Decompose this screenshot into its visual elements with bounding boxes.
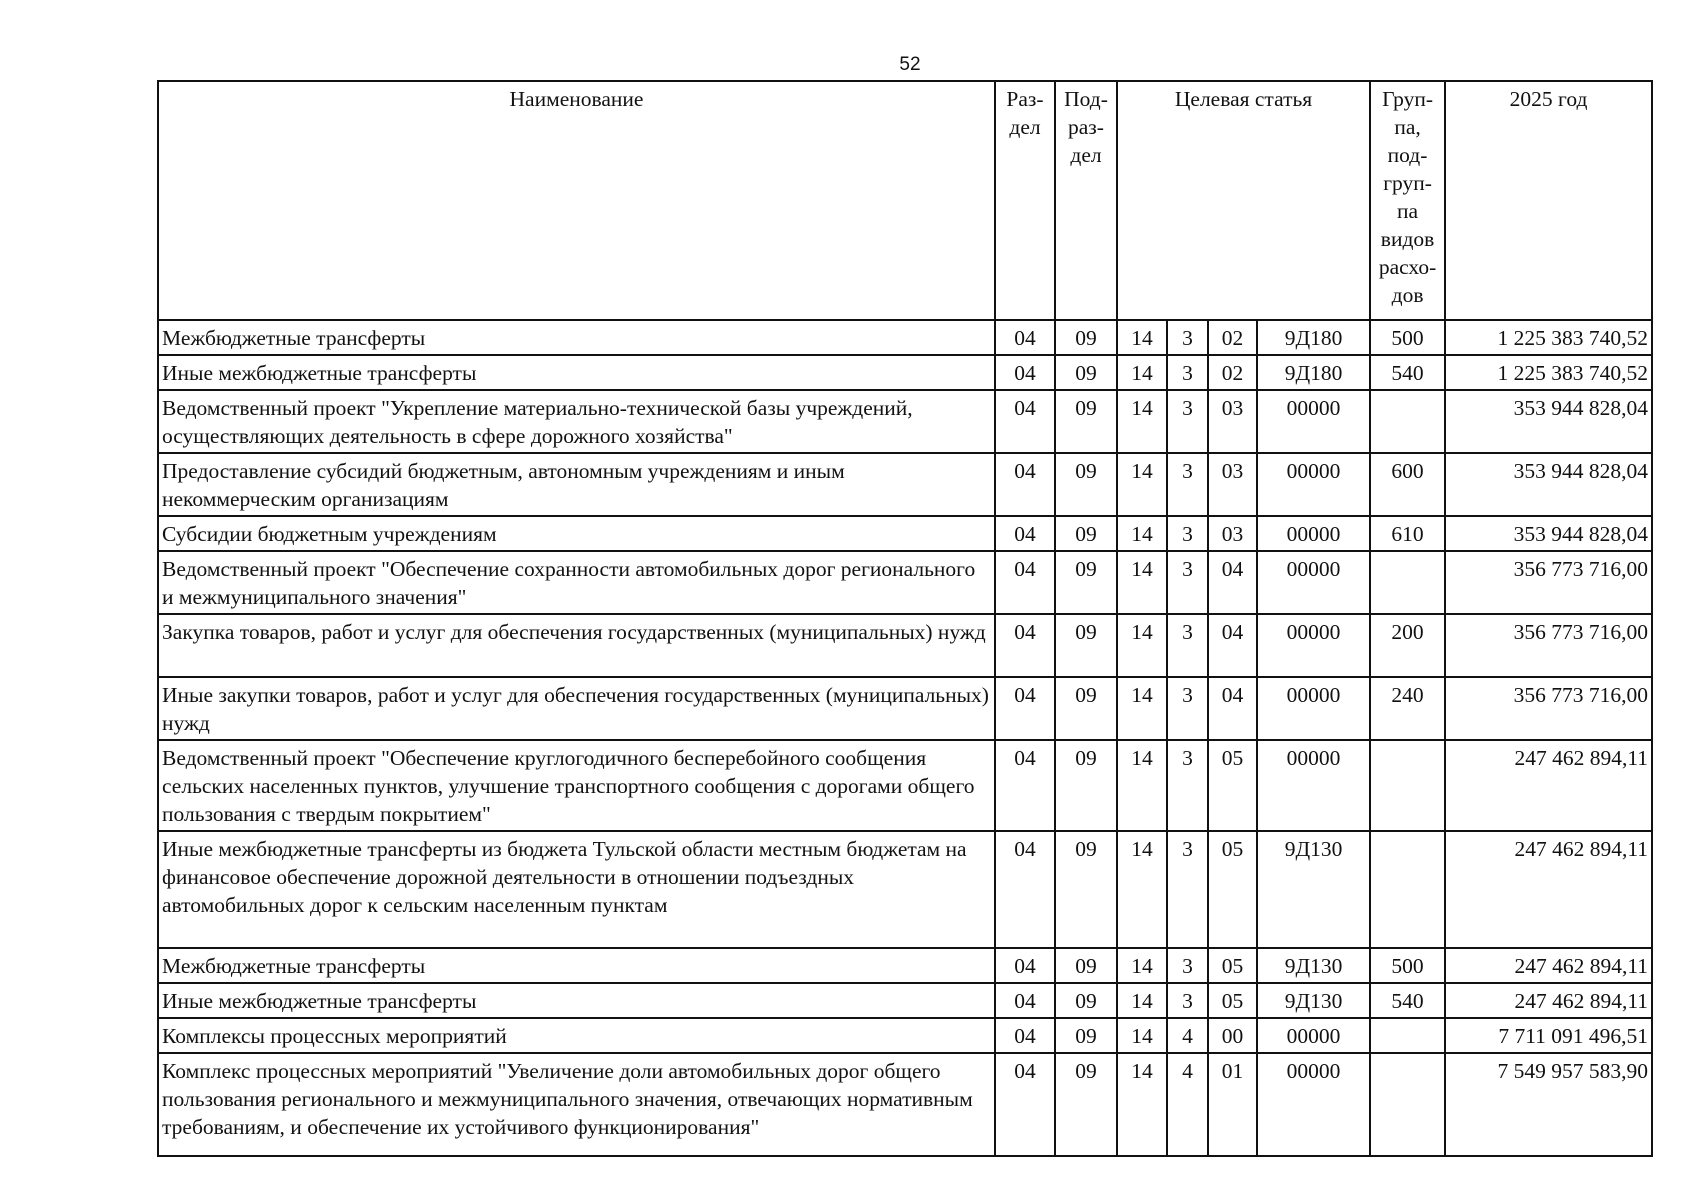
row-expense-group: 500 — [1370, 320, 1445, 355]
row-razdel: 04 — [995, 551, 1055, 614]
row-expense-group — [1370, 551, 1445, 614]
row-amount: 247 462 894,11 — [1445, 948, 1652, 983]
row-target-direction: 00000 — [1257, 1053, 1370, 1156]
row-target-type: 3 — [1167, 516, 1208, 551]
row-name: Иные межбюджетные трансферты — [158, 355, 995, 390]
row-amount: 247 462 894,11 — [1445, 831, 1652, 948]
row-amount: 1 225 383 740,52 — [1445, 320, 1652, 355]
row-target-element: 04 — [1208, 614, 1257, 677]
row-target-program: 14 — [1117, 948, 1167, 983]
row-target-program: 14 — [1117, 453, 1167, 516]
row-expense-group: 600 — [1370, 453, 1445, 516]
row-podrazdel: 09 — [1055, 1053, 1117, 1156]
row-razdel: 04 — [995, 516, 1055, 551]
row-target-direction: 00000 — [1257, 516, 1370, 551]
table-row — [158, 320, 1652, 355]
row-razdel: 04 — [995, 983, 1055, 1018]
row-target-element: 02 — [1208, 320, 1257, 355]
row-razdel: 04 — [995, 740, 1055, 831]
row-expense-group — [1370, 740, 1445, 831]
row-razdel: 04 — [995, 1053, 1055, 1156]
row-expense-group — [1370, 1018, 1445, 1053]
row-name: Ведомственный проект "Укрепление материально-технической базы учреждений, осуществляющих деятельность в сфере дорожного хозяйства" — [158, 390, 995, 453]
table-row — [158, 551, 1652, 614]
row-razdel: 04 — [995, 390, 1055, 453]
row-expense-group: 200 — [1370, 614, 1445, 677]
row-target-direction: 00000 — [1257, 614, 1370, 677]
row-expense-group: 500 — [1370, 948, 1445, 983]
row-podrazdel: 09 — [1055, 948, 1117, 983]
row-podrazdel: 09 — [1055, 551, 1117, 614]
row-target-direction: 00000 — [1257, 551, 1370, 614]
row-target-direction: 9Д180 — [1257, 355, 1370, 390]
row-target-program: 14 — [1117, 677, 1167, 740]
row-podrazdel: 09 — [1055, 320, 1117, 355]
row-target-type: 3 — [1167, 614, 1208, 677]
row-expense-group: 240 — [1370, 677, 1445, 740]
row-name: Комплекс процессных мероприятий "Увеличение доли автомобильных дорог общего пользования регионального и межмуниципального значения, отвечающих нормативным требованиям, и обеспечение их устойчивого функционирования" — [158, 1053, 995, 1156]
budget-table — [157, 80, 1653, 1157]
row-target-element: 03 — [1208, 516, 1257, 551]
row-target-direction: 00000 — [1257, 740, 1370, 831]
header-name: Наименование — [158, 81, 995, 320]
row-name: Иные межбюджетные трансферты из бюджета Тульской области местным бюджетам на финансовое обеспечение дорожной деятельности в отношении подъездных автомобильных дорог к сельским населенным пунктам — [158, 831, 995, 948]
row-amount: 7 711 091 496,51 — [1445, 1018, 1652, 1053]
row-name: Ведомственный проект "Обеспечение сохранности автомобильных дорог регионального и межмуниципального значения" — [158, 551, 995, 614]
header-podrazdel: Под- раз- дел — [1055, 81, 1117, 320]
table-row — [158, 831, 1652, 948]
row-podrazdel: 09 — [1055, 516, 1117, 551]
row-amount: 353 944 828,04 — [1445, 453, 1652, 516]
table-row — [158, 390, 1652, 453]
row-name: Комплексы процессных мероприятий — [158, 1018, 995, 1053]
row-razdel: 04 — [995, 355, 1055, 390]
header-expense-group: Груп- па, под- груп- па видов расхо- дов — [1370, 81, 1445, 320]
row-expense-group: 540 — [1370, 983, 1445, 1018]
row-amount: 7 549 957 583,90 — [1445, 1053, 1652, 1156]
row-target-element: 02 — [1208, 355, 1257, 390]
row-podrazdel: 09 — [1055, 453, 1117, 516]
table-row — [158, 948, 1652, 983]
header-year: 2025 год — [1445, 81, 1652, 320]
row-target-program: 14 — [1117, 1018, 1167, 1053]
row-target-element: 05 — [1208, 983, 1257, 1018]
row-name: Иные межбюджетные трансферты — [158, 983, 995, 1018]
row-target-program: 14 — [1117, 551, 1167, 614]
table-row — [158, 453, 1652, 516]
row-name: Межбюджетные трансферты — [158, 320, 995, 355]
row-target-program: 14 — [1117, 355, 1167, 390]
table-row — [158, 740, 1652, 831]
row-razdel: 04 — [995, 948, 1055, 983]
row-podrazdel: 09 — [1055, 1018, 1117, 1053]
row-target-type: 3 — [1167, 355, 1208, 390]
table-header-row — [158, 81, 1652, 320]
row-target-direction: 9Д130 — [1257, 948, 1370, 983]
row-target-element: 05 — [1208, 831, 1257, 948]
row-target-element: 00 — [1208, 1018, 1257, 1053]
row-name: Субсидии бюджетным учреждениям — [158, 516, 995, 551]
table-row — [158, 355, 1652, 390]
row-amount: 356 773 716,00 — [1445, 551, 1652, 614]
row-target-element: 01 — [1208, 1053, 1257, 1156]
row-podrazdel: 09 — [1055, 983, 1117, 1018]
row-target-program: 14 — [1117, 740, 1167, 831]
table-row — [158, 516, 1652, 551]
row-name: Межбюджетные трансферты — [158, 948, 995, 983]
row-razdel: 04 — [995, 614, 1055, 677]
row-target-type: 3 — [1167, 551, 1208, 614]
row-target-type: 4 — [1167, 1018, 1208, 1053]
row-target-program: 14 — [1117, 320, 1167, 355]
row-amount: 356 773 716,00 — [1445, 614, 1652, 677]
row-target-type: 3 — [1167, 453, 1208, 516]
row-target-program: 14 — [1117, 983, 1167, 1018]
row-target-element: 05 — [1208, 948, 1257, 983]
row-target-element: 05 — [1208, 740, 1257, 831]
row-razdel: 04 — [995, 677, 1055, 740]
row-podrazdel: 09 — [1055, 740, 1117, 831]
row-target-element: 04 — [1208, 677, 1257, 740]
row-target-type: 3 — [1167, 740, 1208, 831]
row-razdel: 04 — [995, 1018, 1055, 1053]
row-target-type: 3 — [1167, 677, 1208, 740]
table-row — [158, 1053, 1652, 1156]
row-target-type: 3 — [1167, 831, 1208, 948]
row-target-direction: 00000 — [1257, 677, 1370, 740]
row-name: Ведомственный проект "Обеспечение круглогодичного бесперебойного сообщения сельских населенных пунктов, улучшение транспортного сообщения с дорогами общего пользования с твердым покрытием" — [158, 740, 995, 831]
row-target-program: 14 — [1117, 390, 1167, 453]
row-podrazdel: 09 — [1055, 390, 1117, 453]
row-name: Предоставление субсидий бюджетным, автономным учреждениям и иным некоммерческим организациям — [158, 453, 995, 516]
row-target-program: 14 — [1117, 831, 1167, 948]
row-podrazdel: 09 — [1055, 614, 1117, 677]
row-name: Иные закупки товаров, работ и услуг для обеспечения государственных (муниципальных) нужд — [158, 677, 995, 740]
row-amount: 353 944 828,04 — [1445, 516, 1652, 551]
row-amount: 1 225 383 740,52 — [1445, 355, 1652, 390]
row-razdel: 04 — [995, 453, 1055, 516]
row-target-element: 03 — [1208, 390, 1257, 453]
row-podrazdel: 09 — [1055, 677, 1117, 740]
row-target-direction: 00000 — [1257, 1018, 1370, 1053]
row-expense-group — [1370, 831, 1445, 948]
row-target-type: 3 — [1167, 390, 1208, 453]
table-row — [158, 677, 1652, 740]
row-razdel: 04 — [995, 320, 1055, 355]
row-target-program: 14 — [1117, 614, 1167, 677]
row-expense-group: 540 — [1370, 355, 1445, 390]
row-target-element: 04 — [1208, 551, 1257, 614]
row-target-type: 3 — [1167, 948, 1208, 983]
row-expense-group: 610 — [1370, 516, 1445, 551]
header-razdel: Раз- дел — [995, 81, 1055, 320]
row-target-direction: 9Д180 — [1257, 320, 1370, 355]
row-target-type: 3 — [1167, 983, 1208, 1018]
row-expense-group — [1370, 390, 1445, 453]
row-target-program: 14 — [1117, 516, 1167, 551]
table-row — [158, 983, 1652, 1018]
row-amount: 247 462 894,11 — [1445, 740, 1652, 831]
row-target-direction: 9Д130 — [1257, 831, 1370, 948]
row-amount: 353 944 828,04 — [1445, 390, 1652, 453]
row-name: Закупка товаров, работ и услуг для обеспечения государственных (муниципальных) нужд — [158, 614, 995, 677]
table-body — [158, 320, 1652, 1156]
row-target-type: 3 — [1167, 320, 1208, 355]
header-target-article: Целевая статья — [1117, 81, 1370, 320]
table-row — [158, 614, 1652, 677]
row-target-direction: 9Д130 — [1257, 983, 1370, 1018]
row-amount: 356 773 716,00 — [1445, 677, 1652, 740]
row-expense-group — [1370, 1053, 1445, 1156]
table-row — [158, 1018, 1652, 1053]
row-target-type: 4 — [1167, 1053, 1208, 1156]
row-razdel: 04 — [995, 831, 1055, 948]
row-amount: 247 462 894,11 — [1445, 983, 1652, 1018]
row-target-program: 14 — [1117, 1053, 1167, 1156]
page-number: 52 — [899, 54, 921, 75]
row-target-direction: 00000 — [1257, 453, 1370, 516]
row-podrazdel: 09 — [1055, 831, 1117, 948]
row-podrazdel: 09 — [1055, 355, 1117, 390]
row-target-direction: 00000 — [1257, 390, 1370, 453]
row-target-element: 03 — [1208, 453, 1257, 516]
